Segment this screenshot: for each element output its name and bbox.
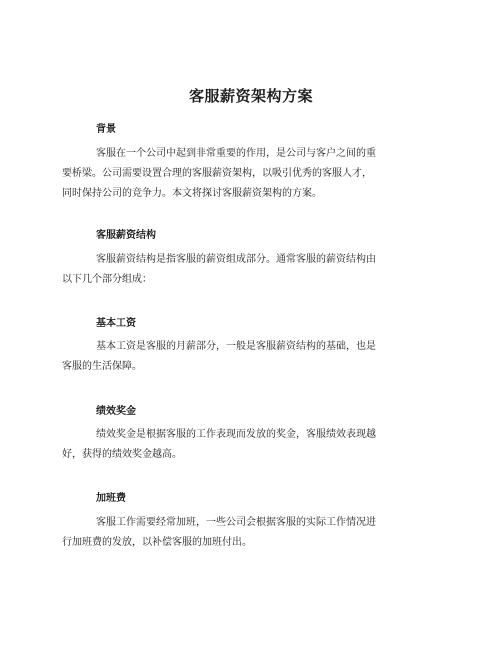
paragraph-line: 基本工资是客服的月薪部分，一般是客服薪资结构的基础，也是: [96, 341, 376, 352]
document-title: 客服薪资架构方案: [188, 87, 313, 105]
section-paragraph-base-salary: [62, 337, 442, 377]
paragraph-line: 要桥梁。公司需要设置合理的客服薪资架构，以吸引优秀的客服人才，: [62, 168, 372, 179]
section-heading-salary-structure: 客服薪资结构: [96, 230, 156, 241]
section-paragraph-salary-structure: [62, 250, 442, 290]
section-heading-overtime-pay: 加班费: [96, 493, 126, 504]
paragraph-line: 绩效奖金是根据客服的工作表现而发放的奖金，客服绩效表现越: [96, 429, 376, 440]
paragraph-line: 客服薪资结构是指客服的薪资组成部分。通常客服的薪资结构由: [96, 254, 376, 265]
paragraph-line: 好，获得的绩效奖金越高。: [62, 449, 182, 460]
paragraph-line: 客服在一个公司中起到非常重要的作用，是公司与客户之间的重: [96, 148, 376, 159]
paragraph-line: 客服工作需要经常加班，一些公司会根据客服的实际工作情况进: [96, 517, 376, 528]
paragraph-line: 客服的生活保障。: [62, 361, 142, 372]
section-paragraph-overtime-pay: [62, 513, 442, 553]
paragraph-line: 以下几个部分组成：: [62, 274, 152, 285]
paragraph-line: 同时保持公司的竞争力。本文将探讨客服薪资架构的方案。: [62, 188, 322, 199]
section-heading-base-salary: 基本工资: [96, 318, 136, 329]
section-heading-background: 背景: [96, 124, 116, 135]
paragraph-line: 行加班费的发放，以补偿客服的加班付出。: [62, 537, 252, 548]
section-heading-performance-bonus: 绩效奖金: [96, 406, 136, 417]
section-paragraph-performance-bonus: [62, 425, 442, 465]
section-paragraph-background: [62, 144, 442, 204]
